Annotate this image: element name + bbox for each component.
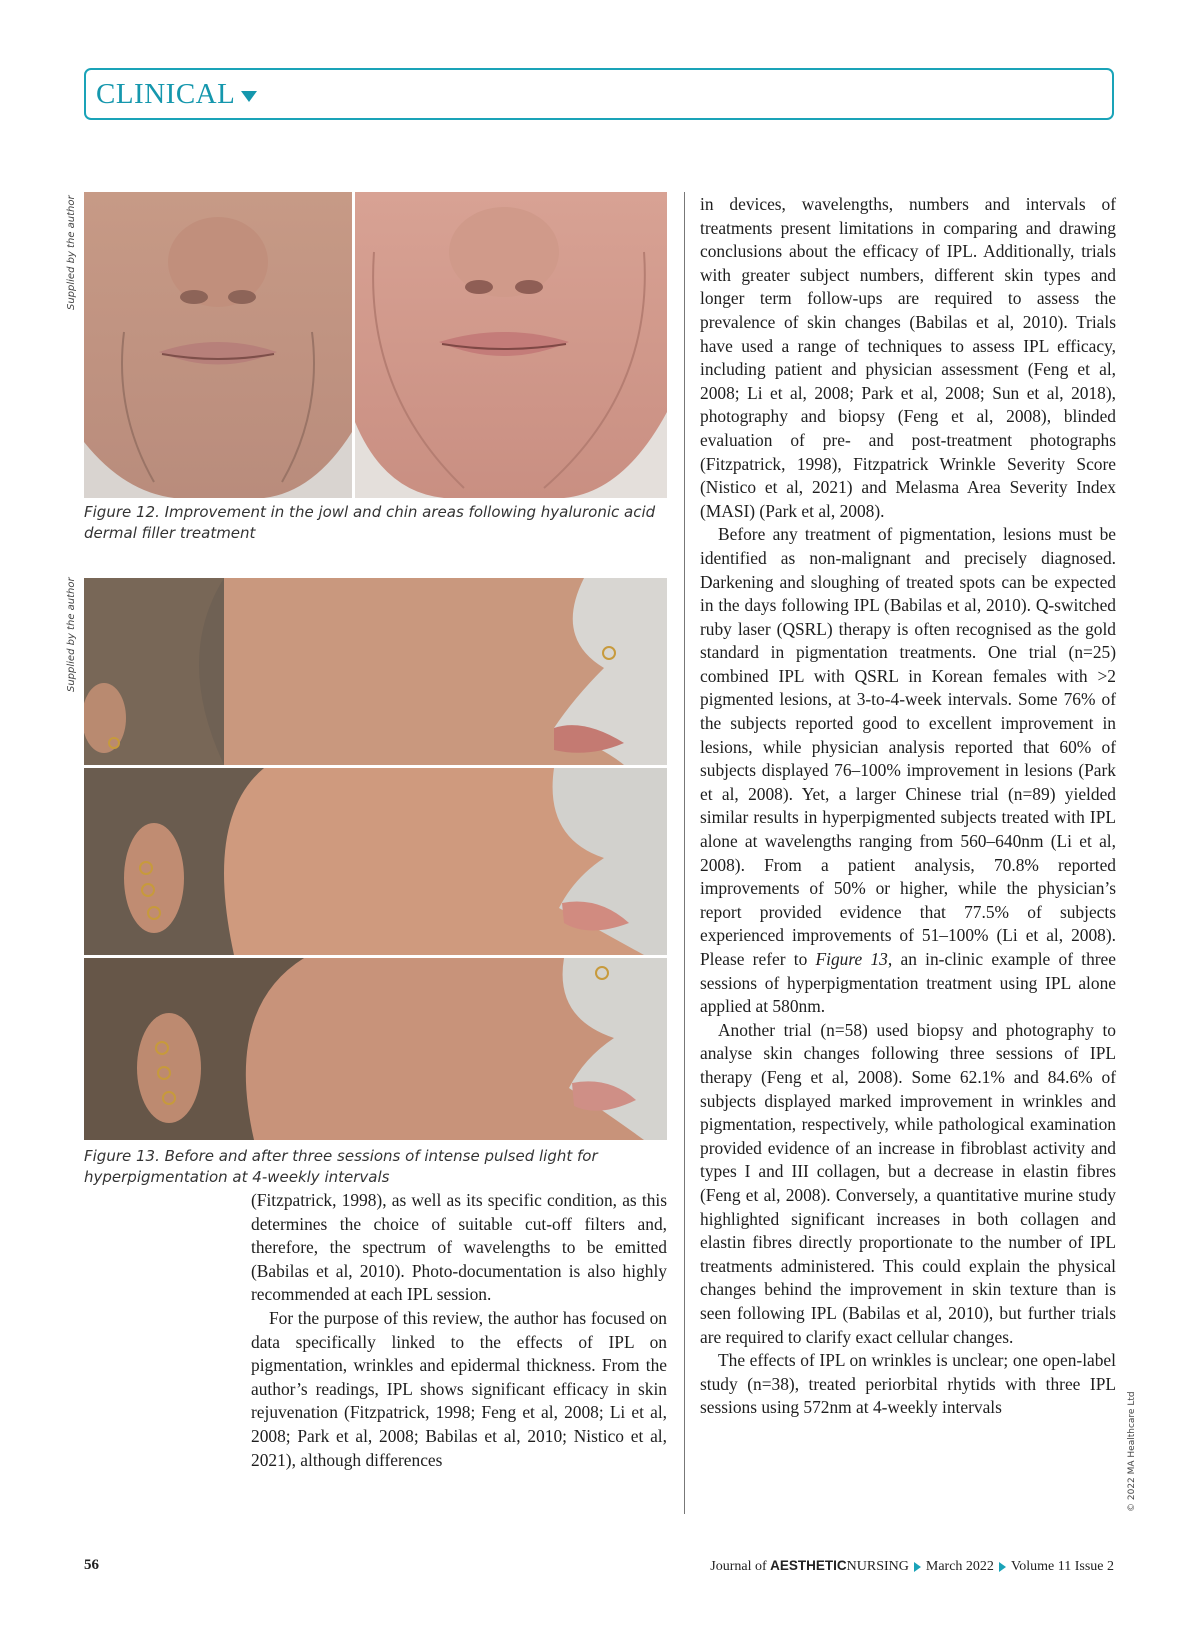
body-paragraph: (Fitzpatrick, 1998), as well as its specific condition, as this determines the choice of suitable cut-off filters and, therefore, the spectrum of wavelengths to be emitted (Babilas et al, 2010). Photo-documentation is also highly recommended at each IPL session. [251, 1190, 667, 1305]
right-column-text [700, 193, 1116, 1420]
journal-name-rest: NURSING [846, 1559, 909, 1574]
journal-name-bold: AESTHETIC [770, 1558, 847, 1573]
photo-credit-fig12: Supplied by the author [66, 195, 77, 310]
section-label [96, 78, 257, 111]
figure-13-caption-line1: Figure 13. Before and after three sessions of intense pulsed light for [84, 1147, 598, 1165]
issue-date: March 2022 [925, 1559, 994, 1574]
body-paragraph [700, 523, 1116, 1018]
figure-12-caption-line1: Figure 12. Improvement in the jowl and chin areas following hyaluronic acid [84, 503, 656, 521]
figure-12-photo [84, 192, 667, 498]
paragraph-text: Before any treatment of pigmentation, lesions must be identified as non-malignant and precisely diagnosed. Darkening and sloughing of treated spots can be expected in the days following IPL (Babilas et al, 2010). Q-switched ruby laser (QSRL) therapy is often recognised as the gold standard in pigmentation treatments. One trial (n=25) combined IPL with QSRL in Korean females with >2 pigmented lesions, at 3-to-4-week intervals. Some 76% of the subjects reported good to excellent improvement in lesions, while physician analysis reported that 60% of subjects displayed 76–100% improvement in lesions (Park et al, 2008). Yet, a larger Chinese trial (n=89) yielded similar results in hyperpigmented subjects treated with IPL alone at wavelengths ranging from 560–640nm (Li et al, 2008). From a patient analysis, 70.8% reported improvements of 50% or higher, while the physician’s report provided evidence that 77.5% of subjects experienced improvements of 51–100% (Li et al, 2008). Please refer to [700, 524, 1116, 969]
journal-prefix: Journal of [710, 1559, 767, 1574]
copyright-notice: © 2022 MA Healthcare Ltd [1127, 1391, 1137, 1512]
section-header [84, 68, 1114, 120]
triangle-right-icon [999, 1562, 1006, 1572]
paragraph-text: , an in-clinic example of three sessions of hyperpigmentation treatment using IPL alone applied at 580nm. [700, 949, 1116, 1017]
body-paragraph: in devices, wavelengths, numbers and intervals of treatments present limitations in comparing and drawing conclusions about the efficacy of IPL. Additionally, trials with greater subject numbers, different skin types and longer term follow-ups are required to assess the prevalence of skin changes (Babilas et al, 2010). Trials have used a range of techniques to assess IPL efficacy, including patient and physician assessment (Feng et al, 2008; Li et al, 2008; Park et al, 2008; Sun et al, 2018), photography and biopsy (Feng et al, 2008), blinded evaluation of pre- and post-treatment photographs (Fitzpatrick, 1998), Fitzpatrick Wrinkle Severity Score (Nistico et al, 2021) and Melasma Area Severity Index (MASI) (Park et al, 2008). [700, 194, 1116, 521]
body-paragraph: Another trial (n=58) used biopsy and photography to analyse skin changes following three sessions of IPL therapy (Feng et al, 2008). Some 62.1% and 84.6% of subjects displayed marked improvement in wrinkles and pigmentation, respectively, while pathological examination provided evidence of an increase in fibroblast activity and types I and III collagen, but a decrease in elastin fibres (Feng et al, 2008). Conversely, a quantitative murine study highlighted significant increases in both collagen and elastin fibres directly proportionate to the number of IPL treatments administered. This could explain the physical changes behind the improvement in skin texture than is seen following IPL (Babilas et al, 2010), but further trials are required to clarify exact cellular changes. [700, 1019, 1116, 1347]
body-paragraph: The effects of IPL on wrinkles is unclear; one open-label study (n=38), treated periorbital rhytids with three IPL sessions using 572nm at 4-weekly intervals [700, 1350, 1116, 1418]
page-number: 56 [84, 1557, 99, 1573]
section-label-text: CLINICAL [96, 78, 236, 110]
figure-12-illustration [84, 192, 667, 498]
column-divider [684, 192, 685, 1514]
left-column-text [251, 1189, 667, 1472]
triangle-right-icon [914, 1562, 921, 1572]
figure-reference: Figure 13 [815, 949, 888, 969]
body-paragraph: For the purpose of this review, the author has focused on data specifically linked to the effects of IPL on pigmentation, wrinkles and epidermal thickness. From the author’s readings, IPL shows significant efficacy in skin rejuvenation (Fitzpatrick, 1998; Feng et al, 2008; Li et al, 2008; Park et al, 2008; Babilas et al, 2010; Nistico et al, 2021), although differences [251, 1307, 667, 1470]
figure-13-caption [84, 1146, 684, 1188]
photo-credit-fig13: Supplied by the author [66, 577, 77, 692]
figure-13-illustration [84, 578, 667, 1140]
triangle-down-icon [241, 91, 257, 102]
figure-12-caption [84, 502, 684, 544]
figure-13-caption-line2: hyperpigmentation at 4-weekly intervals [84, 1168, 390, 1186]
journal-footer [710, 1558, 1114, 1575]
figure-12-caption-line2: dermal filler treatment [84, 524, 256, 542]
volume-issue: Volume 11 Issue 2 [1010, 1559, 1114, 1574]
figure-13-photo [84, 578, 667, 1140]
